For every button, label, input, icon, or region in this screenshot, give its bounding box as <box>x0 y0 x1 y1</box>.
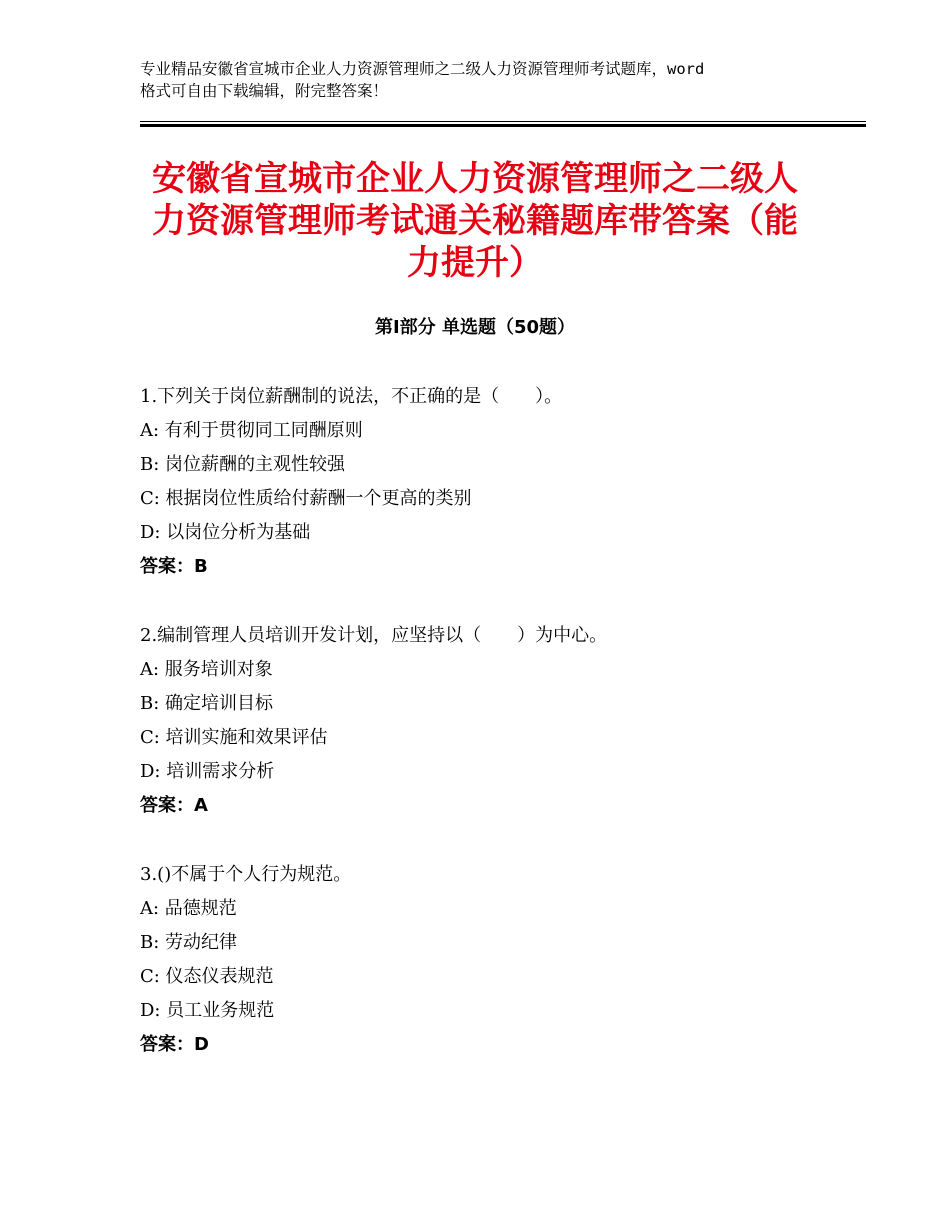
document-title-line-3: 力提升） <box>407 243 543 283</box>
header-note-line-2: 格式可自由下载编辑，附完整答案！ <box>140 82 389 100</box>
option-b: B: 劳动纪律 <box>140 932 238 953</box>
document-title-line-1: 安徽省宣城市企业人力资源管理师之二级人 <box>152 159 798 199</box>
option-b: B: 确定培训目标 <box>140 693 274 714</box>
option-c: C: 仪态仪表规范 <box>140 966 274 987</box>
option-a: A: 品德规范 <box>140 898 237 919</box>
answer: 答案：B <box>140 556 208 577</box>
option-a: A: 有利于贯彻同工同酬原则 <box>140 420 363 441</box>
option-c: C: 培训实施和效果评估 <box>140 727 328 748</box>
header-note-line-1: 专业精品安徽省宣城市企业人力资源管理师之二级人力资源管理师考试题库，word <box>140 60 705 78</box>
option-a: A: 服务培训对象 <box>140 659 273 680</box>
header-rule-thick <box>140 124 866 127</box>
option-d: D: 培训需求分析 <box>140 761 275 782</box>
document-title <box>120 158 830 284</box>
question-2 <box>140 619 860 823</box>
option-d: D: 以岗位分析为基础 <box>140 522 311 543</box>
option-b: B: 岗位薪酬的主观性较强 <box>140 454 346 475</box>
header-rule-thin <box>140 121 866 122</box>
answer: 答案：D <box>140 1034 209 1055</box>
question-stem: 3.()不属于个人行为规范。 <box>140 864 352 885</box>
document-title-line-2: 力资源管理师考试通关秘籍题库带答案（能 <box>152 201 798 241</box>
answer: 答案：A <box>140 795 208 816</box>
option-d: D: 员工业务规范 <box>140 1000 275 1021</box>
option-c: C: 根据岗位性质给付薪酬一个更高的类别 <box>140 488 472 509</box>
question-stem: 1.下列关于岗位薪酬制的说法，不正确的是（ ）。 <box>140 386 563 407</box>
question-3 <box>140 858 860 1062</box>
header-note <box>140 58 840 102</box>
section-heading: 第Ⅰ部分 单选题（50题） <box>374 317 575 338</box>
question-stem: 2.编制管理人员培训开发计划，应坚持以（ ）为中心。 <box>140 625 608 646</box>
question-1 <box>140 380 860 584</box>
